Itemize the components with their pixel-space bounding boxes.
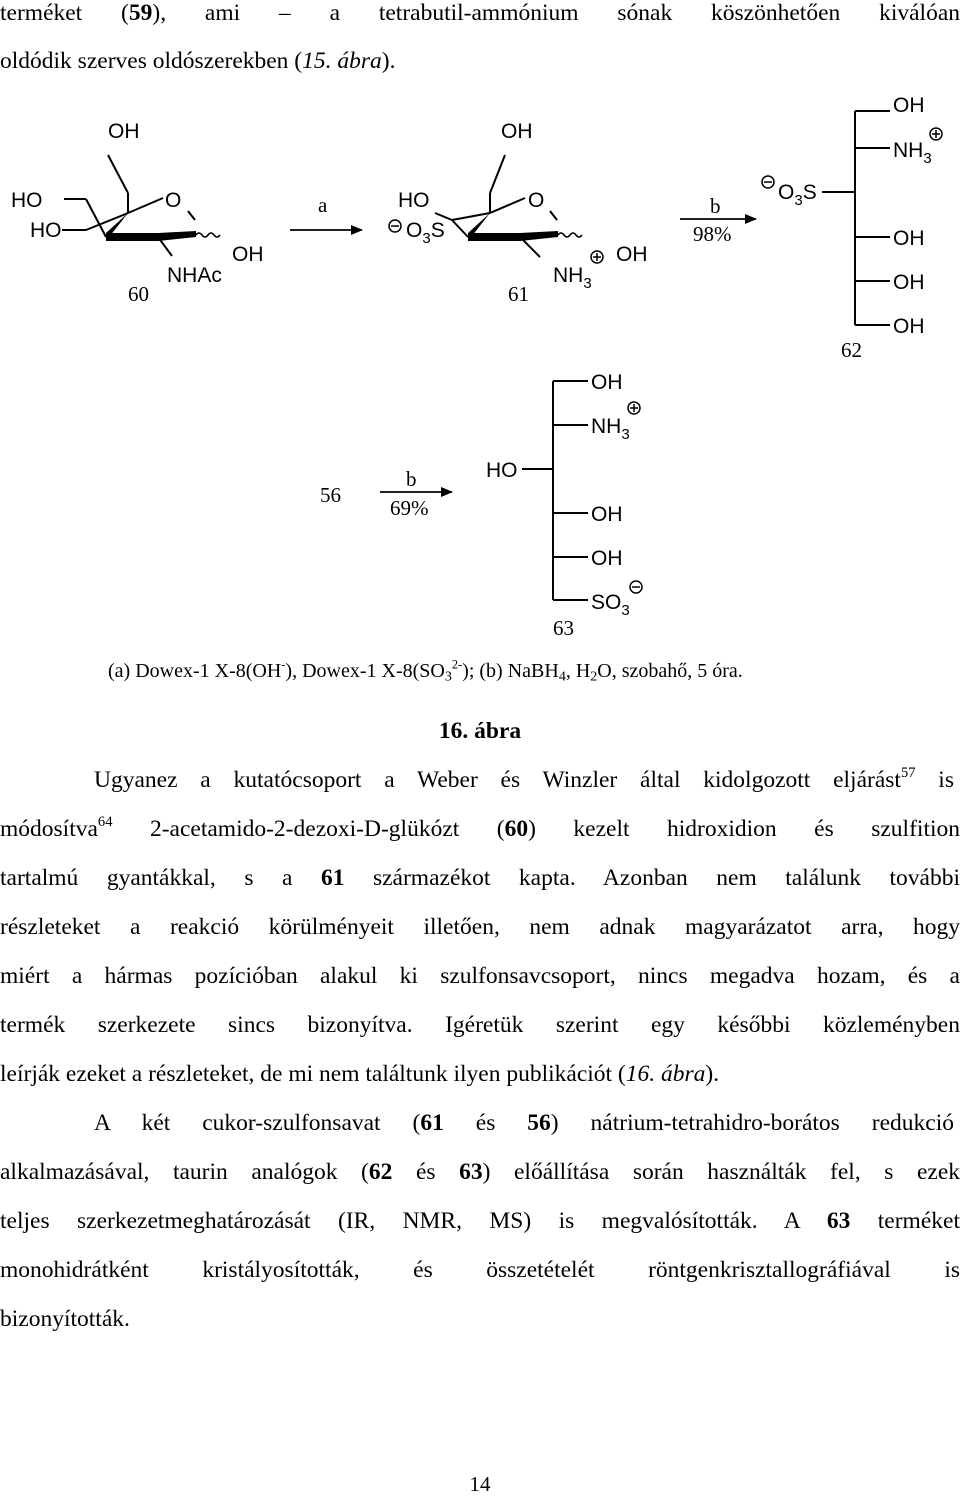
compound-61 <box>389 120 648 306</box>
c61-ammonium: $NH_3$ <box>553 264 592 292</box>
p2-line-5: bizonyították. <box>0 1306 130 1332</box>
figure-ref-16: 16. ábra <box>625 1061 706 1087</box>
reaction-conditions: (a) Dowex-1 X-8(OH-), Dowex-1 $X-8(SO_3^{2-})$; (b) NaBH$_4$, $H_2O$, szobahő, 5 óra. <box>108 657 743 685</box>
c62-oh-2: OH <box>893 271 925 294</box>
arrow-b2-reagent: b <box>406 467 417 491</box>
c62-number: 62 <box>841 338 862 362</box>
p1-line-3: tartalmú gyantákkal, s a 61 származékot kapta. Azonban nem találunk további <box>0 865 960 891</box>
arrow-b-69 <box>380 467 452 520</box>
c61-number: 61 <box>508 282 529 306</box>
c62-sulfonate: $O_3S$ <box>778 181 817 209</box>
c63-oh-1: OH <box>591 503 623 526</box>
c63-number: 63 <box>553 616 574 640</box>
c63-oh-2: OH <box>591 547 623 570</box>
reference-57: 57 <box>900 764 916 781</box>
compound-60 <box>11 120 264 306</box>
compound-ref-60: 60 <box>504 816 529 842</box>
c60-ring-oxygen: O <box>165 189 182 212</box>
arrow-a <box>290 193 362 230</box>
text-line-2: oldódik szerves oldószerekben (15. ábra). <box>0 48 396 74</box>
figure-ref-15: 15. ábra <box>302 48 382 74</box>
c61-ho: HO <box>398 189 430 212</box>
c63-ammonium: $NH_3$ <box>591 415 630 443</box>
c61-oh-anomeric: OH <box>616 243 648 266</box>
p1-line-4: részleteket a reakció körülményeit illetően, nem adnak magyarázatot arra, hogy <box>0 914 960 940</box>
c61-sulfonate: $O_3S$ <box>406 219 445 247</box>
arrow-b1-yield: 98% <box>693 222 732 246</box>
compound-62 <box>762 94 942 362</box>
c60-ho-1: HO <box>11 189 43 212</box>
compound-63 <box>486 371 642 640</box>
c62-ammonium: $NH_3$ <box>893 139 932 167</box>
c60-oh-anomeric: OH <box>232 243 264 266</box>
compound-ref-59: 59 <box>128 0 153 26</box>
text-line-1: terméket (59), ami – a tetrabutil-ammónium sónak köszönhetően kiválóan <box>0 0 960 26</box>
c63-sulfonate: $SO_3$ <box>591 591 630 619</box>
p1-line-6: termék szerkezete sincs bizonyítva. Igéretük szerint egy későbbi közleményben <box>0 1012 960 1038</box>
c60-number: 60 <box>128 282 149 306</box>
reaction-scheme <box>0 85 960 655</box>
arrow-b-98 <box>680 194 756 246</box>
p2-line-1: A két cukor-szulfonsavat (61 és 56) nátrium-tetrahidro-borátos redukció <box>94 1110 954 1136</box>
compound-ref-61: 61 <box>320 865 345 891</box>
c60-ho-2: HO <box>30 219 62 242</box>
c62-oh-3: OH <box>893 315 925 338</box>
arrow-b1-reagent: b <box>710 194 721 218</box>
c62-oh-top: OH <box>893 94 925 117</box>
figure-caption: 16. ábra <box>438 718 522 744</box>
c60-nhac: NHAc <box>167 264 222 287</box>
p2-line-2: alkalmazásával, taurin analógok (62 és 63) előállítása során használták fel, s ezek <box>0 1159 960 1185</box>
p2-line-4: monohidrátként kristályosították, és összetételét röntgenkrisztallográfiával is <box>0 1257 960 1283</box>
p2-line-3: teljes szerkezetmeghatározását (IR, NMR, MS) is megvalósították. A 63 terméket <box>0 1208 960 1234</box>
p1-line-5: miért a hármas pozícióban alakul ki szulfonsavcsoport, nincs megadva hozam, és a <box>0 963 960 989</box>
c60-oh-top: OH <box>108 120 140 143</box>
c63-ho: HO <box>486 459 518 482</box>
arrow-b2-yield: 69% <box>390 496 429 520</box>
c56-number: 56 <box>320 483 341 507</box>
p1-line-2: módosítva$^{64}$ 2-acetamido-2-dezoxi-D-glükózt (60) kezelt hidroxidion és szulfition <box>0 813 960 842</box>
page-number: 14 <box>469 1472 491 1496</box>
c61-ring-oxygen: O <box>528 189 545 212</box>
reference-64: 64 <box>97 813 113 830</box>
p1-line-7: leírják ezeket a részleteket, de mi nem találtunk ilyen publikációt (16. ábra). <box>0 1061 720 1087</box>
arrow-a-reagent: a <box>318 193 328 217</box>
c61-oh-top: OH <box>501 120 533 143</box>
c62-oh-1: OH <box>893 227 925 250</box>
c63-oh-top: OH <box>591 371 623 394</box>
p1-line-1: Ugyanez a kutatócsoport a Weber és Winzler által kidolgozott eljárást$^{57}$ is <box>94 764 954 793</box>
